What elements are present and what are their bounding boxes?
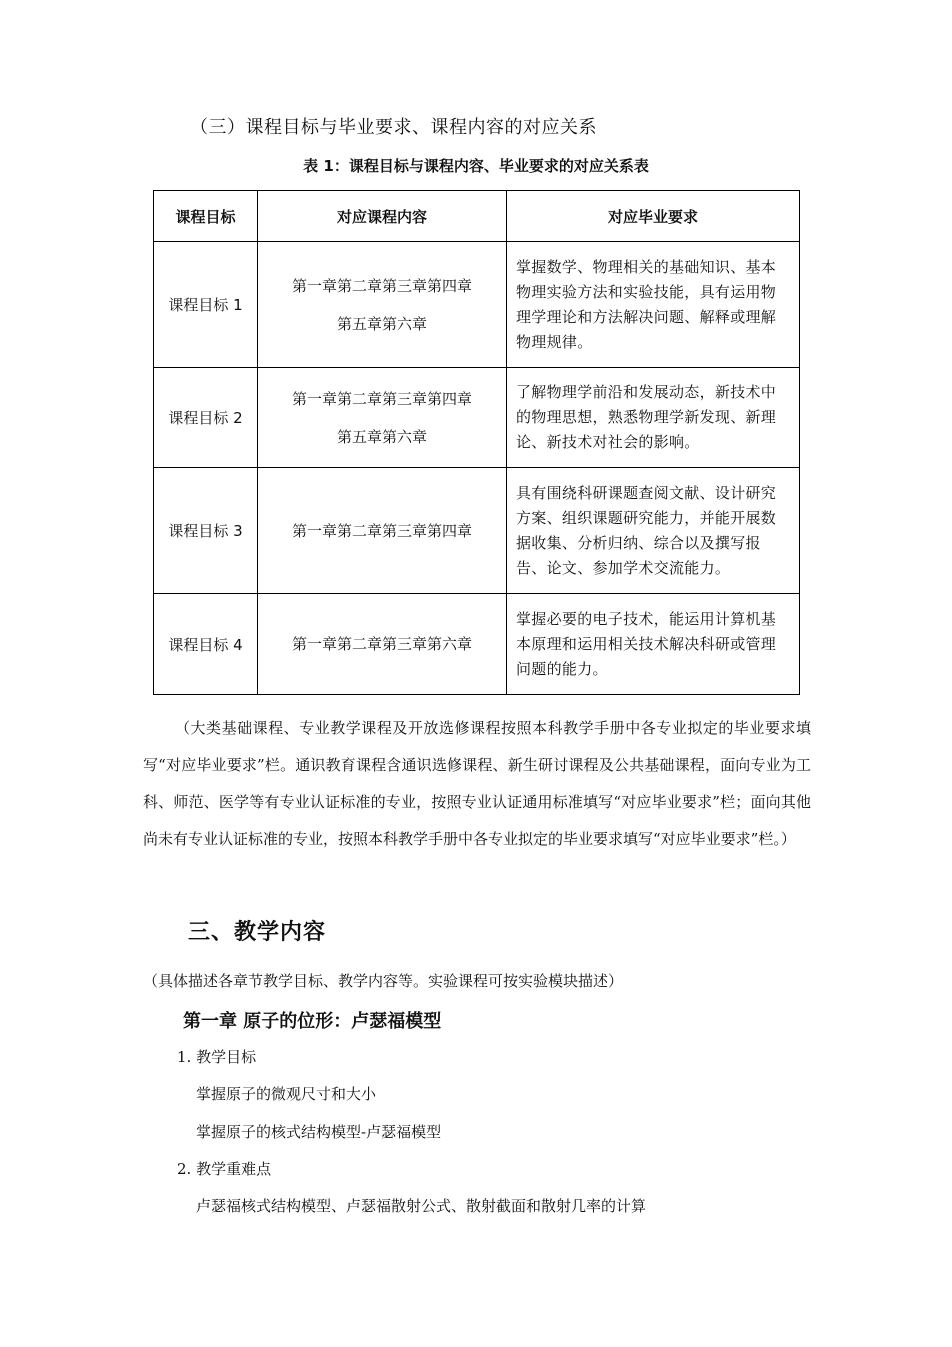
content-line: 第一章第二章第三章第四章 [291, 389, 472, 408]
requirement-cell: 掌握数学、物理相关的基础知识、基本物理实验方法和实验技能，具有运用物理学理论和方法解决问题、解释或理解物理规律。 [507, 242, 800, 368]
table-row [154, 242, 800, 368]
content-cell [258, 368, 507, 468]
content-line: 第一章第二章第三章第六章 [291, 635, 472, 653]
goal-cell: 课程目标 3 [154, 468, 258, 594]
goals-label: 1. 教学目标 [177, 1048, 257, 1066]
course-goals-table [153, 190, 800, 695]
table-row [154, 368, 800, 468]
goal-cell: 课程目标 4 [154, 594, 258, 695]
table-header-content: 对应课程内容 [258, 191, 507, 242]
chapter-title: 第一章 原子的位形：卢瑟福模型 [183, 1011, 442, 1032]
goal-item: 掌握原子的核式结构模型-卢瑟福模型 [196, 1123, 442, 1141]
table-row [154, 594, 800, 695]
section-heading-teaching-content: 三、教学内容 [188, 920, 327, 945]
goal-item: 掌握原子的微观尺寸和大小 [196, 1085, 377, 1103]
section-subtitle: （三）课程目标与毕业要求、课程内容的对应关系 [190, 117, 597, 138]
content-line: 第五章第六章 [336, 427, 427, 446]
table-header-goal: 课程目标 [154, 191, 258, 242]
goal-cell: 课程目标 1 [154, 242, 258, 368]
section-description: （具体描述各章节教学目标、教学内容等。实验课程可按实验模块描述） [143, 972, 624, 990]
requirement-cell: 掌握必要的电子技术，能运用计算机基本原理和运用相关技术解决科研或管理问题的能力。 [507, 594, 800, 695]
content-line: 第一章第二章第三章第四章 [291, 276, 472, 295]
requirement-cell: 具有围绕科研课题查阅文献、设计研究方案、组织课题研究能力，并能开展数据收集、分析归纳、综合以及撰写报告、论文、参加学术交流能力。 [507, 468, 800, 594]
content-line: 第五章第六章 [336, 314, 427, 333]
content-line: 第一章第二章第三章第四章 [291, 521, 472, 540]
table-header-requirement: 对应毕业要求 [507, 191, 800, 242]
table-header-row [154, 191, 800, 242]
table-row [154, 468, 800, 594]
fill-instructions-note: （大类基础课程、专业教学课程及开放选修课程按照本科教学手册中各专业拟定的毕业要求填写“对应毕业要求”栏。通识教育课程含通识选修课程、新生研讨课程及公共基础课程，面向专业为工科、师范、医学等有专业认证标准的专业，按照专业认证通用标准填写“对应毕业要求”栏；面向其他尚未有专业认证标准的专业，按照本科教学手册中各专业拟定的毕业要求填写“对应毕业要求”栏。） [143, 719, 811, 848]
goal-cell: 课程目标 2 [154, 368, 258, 468]
key-points-label: 2. 教学重难点 [177, 1160, 272, 1178]
table-caption: 表 1：课程目标与课程内容、毕业要求的对应关系表 [303, 157, 649, 175]
key-point-item: 卢瑟福核式结构模型、卢瑟福散射公式、散射截面和散射几率的计算 [196, 1197, 647, 1215]
requirement-cell: 了解物理学前沿和发展动态，新技术中的物理思想，熟悉物理学新发现、新理论、新技术对社会的影响。 [507, 368, 800, 468]
content-cell [258, 468, 507, 594]
content-cell [258, 242, 507, 368]
content-cell [258, 594, 507, 695]
